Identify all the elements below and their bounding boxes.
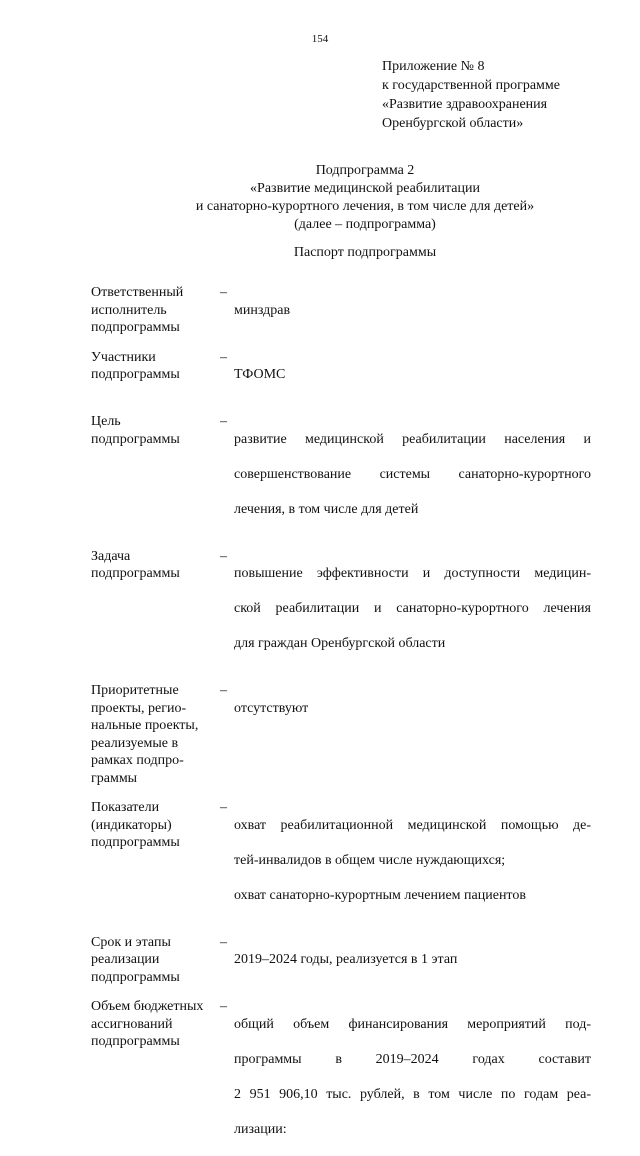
value-line: лечения, в том числе для детей	[234, 501, 419, 517]
passport-row-budget	[91, 998, 591, 1156]
row-dash: –	[220, 548, 227, 564]
row-label: Ответственный исполнитель подпрограммы	[91, 285, 184, 335]
value-line: тей-инвалидов в общем числе нуждающихся;	[234, 852, 506, 868]
row-value	[234, 349, 591, 402]
value-line: программы в 2019–2024 годах составит	[234, 1051, 591, 1067]
appendix-header	[382, 57, 560, 133]
passport-row-task	[91, 548, 591, 671]
passport-row-participants	[91, 349, 591, 402]
row-label: Объем бюджетных ассигнований подпрограммы	[91, 999, 204, 1049]
row-label: Приоритетные проекты, регио- нальные проекты, реализуемые в рамках подпро- граммы	[91, 683, 199, 786]
row-label: Цель подпрограммы	[91, 414, 180, 447]
value-line: общий объем финансирования мероприятий под-	[234, 1016, 591, 1032]
value-line: совершенствование системы санаторно-курортного	[234, 466, 591, 482]
row-dash: –	[220, 934, 227, 950]
passport-table	[91, 284, 591, 1156]
row-value	[234, 548, 591, 671]
appendix-line: «Развитие здравоохранения	[382, 97, 548, 112]
row-value	[234, 799, 591, 922]
row-value	[234, 998, 591, 1156]
value-line: 2 951 906,10 тыс. рублей, в том числе по годам реа-	[234, 1086, 591, 1102]
row-label: Показатели (индикаторы) подпрограммы	[91, 800, 180, 850]
passport-row-indicators	[91, 799, 591, 922]
value-line: ТФОМС	[234, 367, 286, 382]
appendix-line: к государственной программе	[382, 78, 560, 93]
heading-line: и санаторно-курортного лечения, в том числе для детей»	[195, 199, 535, 214]
value-line: отсутствуют	[234, 700, 309, 716]
passport-row-responsible	[91, 284, 591, 337]
heading-line: (далее – подпрограмма)	[294, 217, 436, 232]
row-label: Срок и этапы реализации подпрограммы	[91, 934, 180, 985]
row-dash: –	[220, 683, 227, 698]
passport-row-priority-projects	[91, 682, 591, 787]
heading-line: Подпрограмма 2	[315, 163, 415, 178]
row-value	[234, 682, 591, 735]
value-line: повышение эффективности и доступности медицин-	[234, 566, 591, 581]
row-value	[234, 284, 591, 337]
row-dash: –	[220, 349, 227, 365]
value-line: для граждан Оренбургской области	[234, 636, 446, 651]
value-line: ской реабилитации и санаторно-курортного лечения	[234, 601, 591, 616]
row-label: Задача подпрограммы	[91, 548, 180, 581]
value-line: развитие медицинской реабилитации населения и	[234, 431, 591, 447]
value-line: лизации:	[234, 1121, 287, 1137]
row-dash: –	[220, 414, 227, 429]
value-line: охват реабилитационной медицинской помощью де-	[234, 817, 591, 833]
row-dash: –	[220, 999, 227, 1014]
heading-line: «Развитие медицинской реабилитации	[250, 181, 480, 196]
row-value	[234, 934, 591, 987]
value-line: минздрав	[234, 302, 291, 318]
row-dash: –	[220, 285, 227, 300]
appendix-line: Оренбургской области»	[382, 116, 524, 131]
page-number: 154	[311, 33, 329, 45]
row-value	[234, 413, 591, 536]
subprogram-heading	[0, 162, 640, 234]
value-line: 2019–2024 годы, реализуется в 1 этап	[234, 952, 458, 967]
row-label: Участники подпрограммы	[91, 349, 180, 382]
appendix-line: Приложение № 8	[382, 59, 485, 74]
passport-row-timeline	[91, 934, 591, 987]
value-line: охват санаторно-курортным лечением пациентов	[234, 887, 526, 903]
passport-title: Паспорт подпрограммы	[293, 245, 437, 260]
row-dash: –	[220, 800, 227, 815]
passport-row-goal	[91, 413, 591, 536]
